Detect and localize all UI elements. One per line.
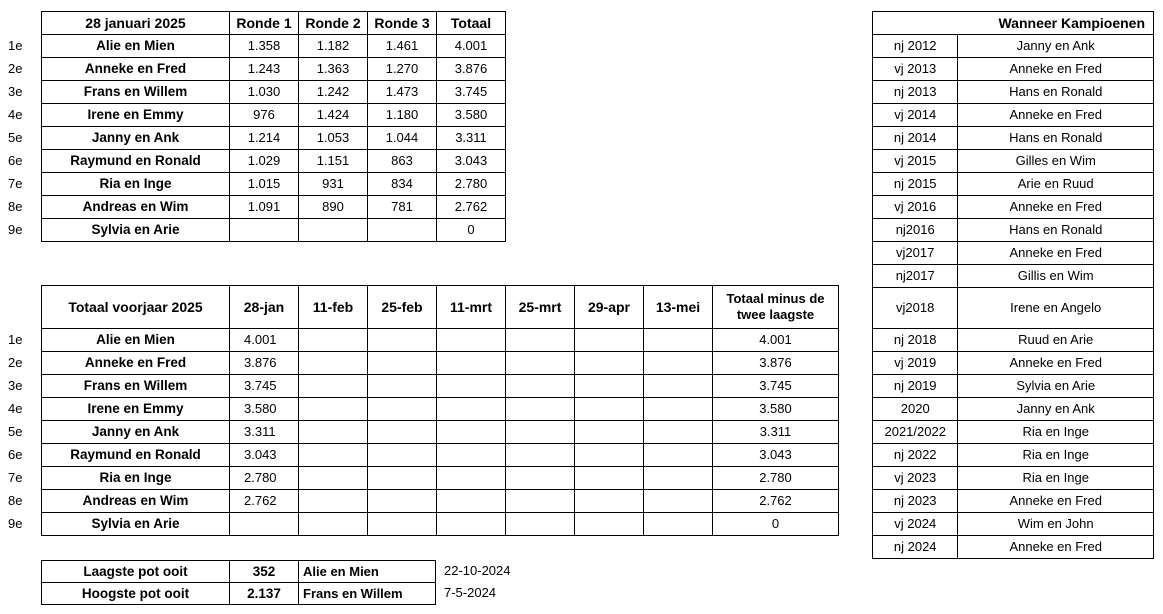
col-header-total-minus: Totaal minus de twee laagste (713, 286, 839, 329)
score-empty (299, 375, 368, 398)
score-ronde2: 1.053 (299, 127, 368, 150)
table-row (42, 467, 839, 490)
table-row (42, 196, 506, 219)
score-ronde3: 1.473 (368, 81, 437, 104)
score-empty (644, 444, 713, 467)
score-total: 3.311 (437, 127, 506, 150)
champion-season: nj 2018 (873, 329, 958, 352)
score-total-minus: 3.876 (713, 352, 839, 375)
score-28jan: 3.745 (230, 375, 299, 398)
pair-name: Anneke en Fred (42, 58, 230, 81)
table-row (42, 35, 506, 58)
col-header-13mei: 13-mei (644, 286, 713, 329)
score-empty (437, 421, 506, 444)
table-row (873, 490, 1154, 513)
score-empty (299, 444, 368, 467)
score-empty (437, 444, 506, 467)
col-header-season: Totaal voorjaar 2025 (42, 286, 230, 329)
score-empty (368, 398, 437, 421)
table-row (42, 421, 839, 444)
score-empty (644, 513, 713, 536)
table-header-row (42, 286, 839, 329)
pair-name: Frans en Willem (42, 81, 230, 104)
table-row (42, 173, 506, 196)
score-empty (575, 352, 644, 375)
champion-names: Anneke en Fred (958, 196, 1154, 219)
champion-names: Ria en Inge (958, 421, 1154, 444)
score-empty (437, 375, 506, 398)
table-row (873, 35, 1154, 58)
champion-season: nj 2019 (873, 375, 958, 398)
score-total-minus: 2.762 (713, 490, 839, 513)
col-header-ronde2: Ronde 2 (299, 12, 368, 35)
table-row (873, 58, 1154, 81)
table-row (42, 104, 506, 127)
champion-names: Ria en Inge (958, 444, 1154, 467)
champion-names: Hans en Ronald (958, 219, 1154, 242)
score-28jan: 4.001 (230, 329, 299, 352)
rank-label: 7e (8, 175, 23, 191)
table-row (42, 444, 839, 467)
score-empty (299, 467, 368, 490)
score-ronde1: 976 (230, 104, 299, 127)
table-row (873, 242, 1154, 265)
score-28jan (230, 513, 299, 536)
champion-season: vj 2019 (873, 352, 958, 375)
record-label: Laagste pot ooit (42, 561, 230, 583)
champion-names: Anneke en Fred (958, 242, 1154, 265)
score-total-minus: 0 (713, 513, 839, 536)
score-total-minus: 3.043 (713, 444, 839, 467)
pair-name: Sylvia en Arie (42, 513, 230, 536)
rank-label: 9e (8, 515, 23, 531)
table-row (42, 81, 506, 104)
score-empty (644, 490, 713, 513)
table-row (42, 58, 506, 81)
table-row (42, 219, 506, 242)
record-row-highest (42, 583, 436, 605)
champion-season: vj 2024 (873, 513, 958, 536)
champion-names: Gillis en Wim (958, 265, 1154, 288)
champion-names: Janny en Ank (958, 35, 1154, 58)
col-header-11mrt: 11-mrt (437, 286, 506, 329)
rank-label: 3e (8, 83, 23, 99)
champion-season: nj 2023 (873, 490, 958, 513)
score-empty (644, 421, 713, 444)
score-empty (575, 398, 644, 421)
score-total: 3.580 (437, 104, 506, 127)
champion-names: Anneke en Fred (958, 58, 1154, 81)
score-empty (506, 421, 575, 444)
score-empty (299, 490, 368, 513)
champion-names: Sylvia en Arie (958, 375, 1154, 398)
record-date-lowest: 22-10-2024 (444, 563, 511, 578)
table-row (873, 444, 1154, 467)
score-empty (368, 329, 437, 352)
score-ronde3: 1.461 (368, 35, 437, 58)
pair-name: Anneke en Fred (42, 352, 230, 375)
champion-season: nj 2014 (873, 127, 958, 150)
pair-name: Irene en Emmy (42, 104, 230, 127)
score-empty (368, 490, 437, 513)
pair-name: Janny en Ank (42, 421, 230, 444)
score-empty (437, 329, 506, 352)
champion-names: Anneke en Fred (958, 536, 1154, 559)
rank-label: 7e (8, 469, 23, 485)
col-header-25feb: 25-feb (368, 286, 437, 329)
pair-name: Irene en Emmy (42, 398, 230, 421)
pair-name: Alie en Mien (42, 329, 230, 352)
rank-label: 6e (8, 152, 23, 168)
score-empty (437, 490, 506, 513)
table-row (873, 219, 1154, 242)
table-row (873, 265, 1154, 288)
pair-name: Frans en Willem (42, 375, 230, 398)
score-empty (506, 352, 575, 375)
score-empty (437, 467, 506, 490)
score-total: 2.762 (437, 196, 506, 219)
score-total: 4.001 (437, 35, 506, 58)
champion-season: nj 2024 (873, 536, 958, 559)
score-empty (575, 467, 644, 490)
table-row (873, 329, 1154, 352)
champion-season: vj2018 (873, 288, 958, 329)
table-row (42, 513, 839, 536)
score-empty (575, 329, 644, 352)
rank-label: 1e (8, 331, 23, 347)
score-total-minus: 3.311 (713, 421, 839, 444)
rank-label: 8e (8, 198, 23, 214)
champion-names: Irene en Angelo (958, 288, 1154, 329)
score-empty (368, 421, 437, 444)
rank-label: 9e (8, 221, 23, 237)
table-row (873, 127, 1154, 150)
score-empty (506, 444, 575, 467)
score-empty (644, 352, 713, 375)
round-results-table (41, 11, 506, 242)
record-value: 2.137 (230, 583, 299, 605)
score-28jan: 3.876 (230, 352, 299, 375)
col-header-29apr: 29-apr (575, 286, 644, 329)
score-empty (299, 398, 368, 421)
score-empty (575, 513, 644, 536)
score-total: 0 (437, 219, 506, 242)
table-row (873, 173, 1154, 196)
record-row-lowest (42, 561, 436, 583)
score-ronde2: 1.242 (299, 81, 368, 104)
table-row (873, 81, 1154, 104)
record-value: 352 (230, 561, 299, 583)
score-empty (368, 352, 437, 375)
pair-name: Janny en Ank (42, 127, 230, 150)
score-ronde1: 1.015 (230, 173, 299, 196)
record-holder: Alie en Mien (299, 561, 436, 583)
rank-label: 5e (8, 129, 23, 145)
table-row (873, 150, 1154, 173)
col-header-totaal: Totaal (437, 12, 506, 35)
score-ronde1: 1.030 (230, 81, 299, 104)
score-ronde3 (368, 219, 437, 242)
table-row (873, 467, 1154, 490)
champion-names: Wim en John (958, 513, 1154, 536)
score-ronde1: 1.214 (230, 127, 299, 150)
champion-season: nj 2012 (873, 35, 958, 58)
score-empty (644, 375, 713, 398)
champion-season: vj 2015 (873, 150, 958, 173)
score-total-minus: 2.780 (713, 467, 839, 490)
table-row (42, 127, 506, 150)
score-empty (575, 444, 644, 467)
champion-season: vj 2014 (873, 104, 958, 127)
score-empty (575, 490, 644, 513)
score-empty (575, 375, 644, 398)
score-empty (368, 444, 437, 467)
col-header-25mrt: 25-mrt (506, 286, 575, 329)
score-empty (437, 513, 506, 536)
table-row (873, 398, 1154, 421)
score-total: 2.780 (437, 173, 506, 196)
champion-season: nj2017 (873, 265, 958, 288)
champion-season: vj 2023 (873, 467, 958, 490)
score-28jan: 3.043 (230, 444, 299, 467)
pair-name: Andreas en Wim (42, 490, 230, 513)
score-empty (368, 467, 437, 490)
champion-names: Anneke en Fred (958, 490, 1154, 513)
score-empty (368, 375, 437, 398)
score-empty (506, 490, 575, 513)
rank-label: 8e (8, 492, 23, 508)
rank-label: 4e (8, 106, 23, 122)
score-ronde3: 781 (368, 196, 437, 219)
table-row (42, 490, 839, 513)
score-ronde1: 1.243 (230, 58, 299, 81)
score-ronde3: 1.180 (368, 104, 437, 127)
champion-names: Ria en Inge (958, 467, 1154, 490)
champions-title-row (873, 12, 1154, 35)
score-empty (299, 513, 368, 536)
table-row (873, 104, 1154, 127)
score-empty (644, 398, 713, 421)
champion-season: nj 2015 (873, 173, 958, 196)
table-row (873, 375, 1154, 398)
table-row (873, 352, 1154, 375)
champions-title: Wanneer Kampioenen (873, 12, 1154, 35)
champion-names: Ruud en Arie (958, 329, 1154, 352)
score-28jan: 3.311 (230, 421, 299, 444)
score-empty (299, 352, 368, 375)
rank-label: 3e (8, 377, 23, 393)
champion-season: vj 2013 (873, 58, 958, 81)
score-ronde2: 1.182 (299, 35, 368, 58)
champion-names: Gilles en Wim (958, 150, 1154, 173)
score-empty (644, 329, 713, 352)
score-total: 3.043 (437, 150, 506, 173)
rank-label: 2e (8, 354, 23, 370)
score-total-minus: 4.001 (713, 329, 839, 352)
champion-season: nj 2022 (873, 444, 958, 467)
score-ronde3: 1.270 (368, 58, 437, 81)
rank-label: 1e (8, 37, 23, 53)
score-ronde2: 1.363 (299, 58, 368, 81)
champion-names: Anneke en Fred (958, 104, 1154, 127)
score-empty (506, 375, 575, 398)
pair-name: Sylvia en Arie (42, 219, 230, 242)
table-row (873, 536, 1154, 559)
score-ronde1: 1.091 (230, 196, 299, 219)
champion-names: Hans en Ronald (958, 127, 1154, 150)
score-empty (437, 398, 506, 421)
table-row (42, 398, 839, 421)
score-ronde1: 1.358 (230, 35, 299, 58)
rank-label: 6e (8, 446, 23, 462)
pair-name: Raymund en Ronald (42, 444, 230, 467)
score-ronde2: 1.424 (299, 104, 368, 127)
score-empty (506, 398, 575, 421)
score-empty (299, 421, 368, 444)
score-empty (575, 421, 644, 444)
score-empty (506, 329, 575, 352)
score-ronde3: 1.044 (368, 127, 437, 150)
score-ronde2: 890 (299, 196, 368, 219)
score-total-minus: 3.580 (713, 398, 839, 421)
champions-table (872, 11, 1154, 559)
record-date-highest: 7-5-2024 (444, 585, 497, 600)
table-row (42, 352, 839, 375)
season-totals-table (41, 285, 839, 536)
score-ronde2: 931 (299, 173, 368, 196)
score-empty (368, 513, 437, 536)
col-header-28jan: 28-jan (230, 286, 299, 329)
champion-season: nj2016 (873, 219, 958, 242)
score-28jan: 2.762 (230, 490, 299, 513)
col-header-ronde1: Ronde 1 (230, 12, 299, 35)
table-row (873, 513, 1154, 536)
rank-label: 4e (8, 400, 23, 416)
champion-season: vj 2016 (873, 196, 958, 219)
record-holder: Frans en Willem (299, 583, 436, 605)
champion-names: Anneke en Fred (958, 352, 1154, 375)
score-empty (506, 513, 575, 536)
score-ronde3: 834 (368, 173, 437, 196)
pair-name: Ria en Inge (42, 467, 230, 490)
rank-label: 5e (8, 423, 23, 439)
table-row (873, 288, 1154, 329)
table-row (42, 375, 839, 398)
champion-names: Hans en Ronald (958, 81, 1154, 104)
score-total-minus: 3.745 (713, 375, 839, 398)
champion-season: 2021/2022 (873, 421, 958, 444)
col-header-date: 28 januari 2025 (42, 12, 230, 35)
score-empty (299, 329, 368, 352)
score-empty (644, 467, 713, 490)
champion-names: Arie en Ruud (958, 173, 1154, 196)
champion-names: Janny en Ank (958, 398, 1154, 421)
pair-name: Ria en Inge (42, 173, 230, 196)
pair-name: Andreas en Wim (42, 196, 230, 219)
score-ronde2: 1.151 (299, 150, 368, 173)
score-ronde3: 863 (368, 150, 437, 173)
score-28jan: 2.780 (230, 467, 299, 490)
table-header-row (42, 12, 506, 35)
col-header-11feb: 11-feb (299, 286, 368, 329)
score-ronde1 (230, 219, 299, 242)
pair-name: Raymund en Ronald (42, 150, 230, 173)
table-row (873, 196, 1154, 219)
record-label: Hoogste pot ooit (42, 583, 230, 605)
records-table (41, 560, 436, 605)
score-28jan: 3.580 (230, 398, 299, 421)
score-ronde2 (299, 219, 368, 242)
champion-season: 2020 (873, 398, 958, 421)
score-ronde1: 1.029 (230, 150, 299, 173)
score-empty (506, 467, 575, 490)
champion-season: vj2017 (873, 242, 958, 265)
champion-season: nj 2013 (873, 81, 958, 104)
score-total: 3.745 (437, 81, 506, 104)
col-header-ronde3: Ronde 3 (368, 12, 437, 35)
table-row (873, 421, 1154, 444)
score-total: 3.876 (437, 58, 506, 81)
table-row (42, 150, 506, 173)
score-empty (437, 352, 506, 375)
rank-label: 2e (8, 60, 23, 76)
table-row (42, 329, 839, 352)
pair-name: Alie en Mien (42, 35, 230, 58)
